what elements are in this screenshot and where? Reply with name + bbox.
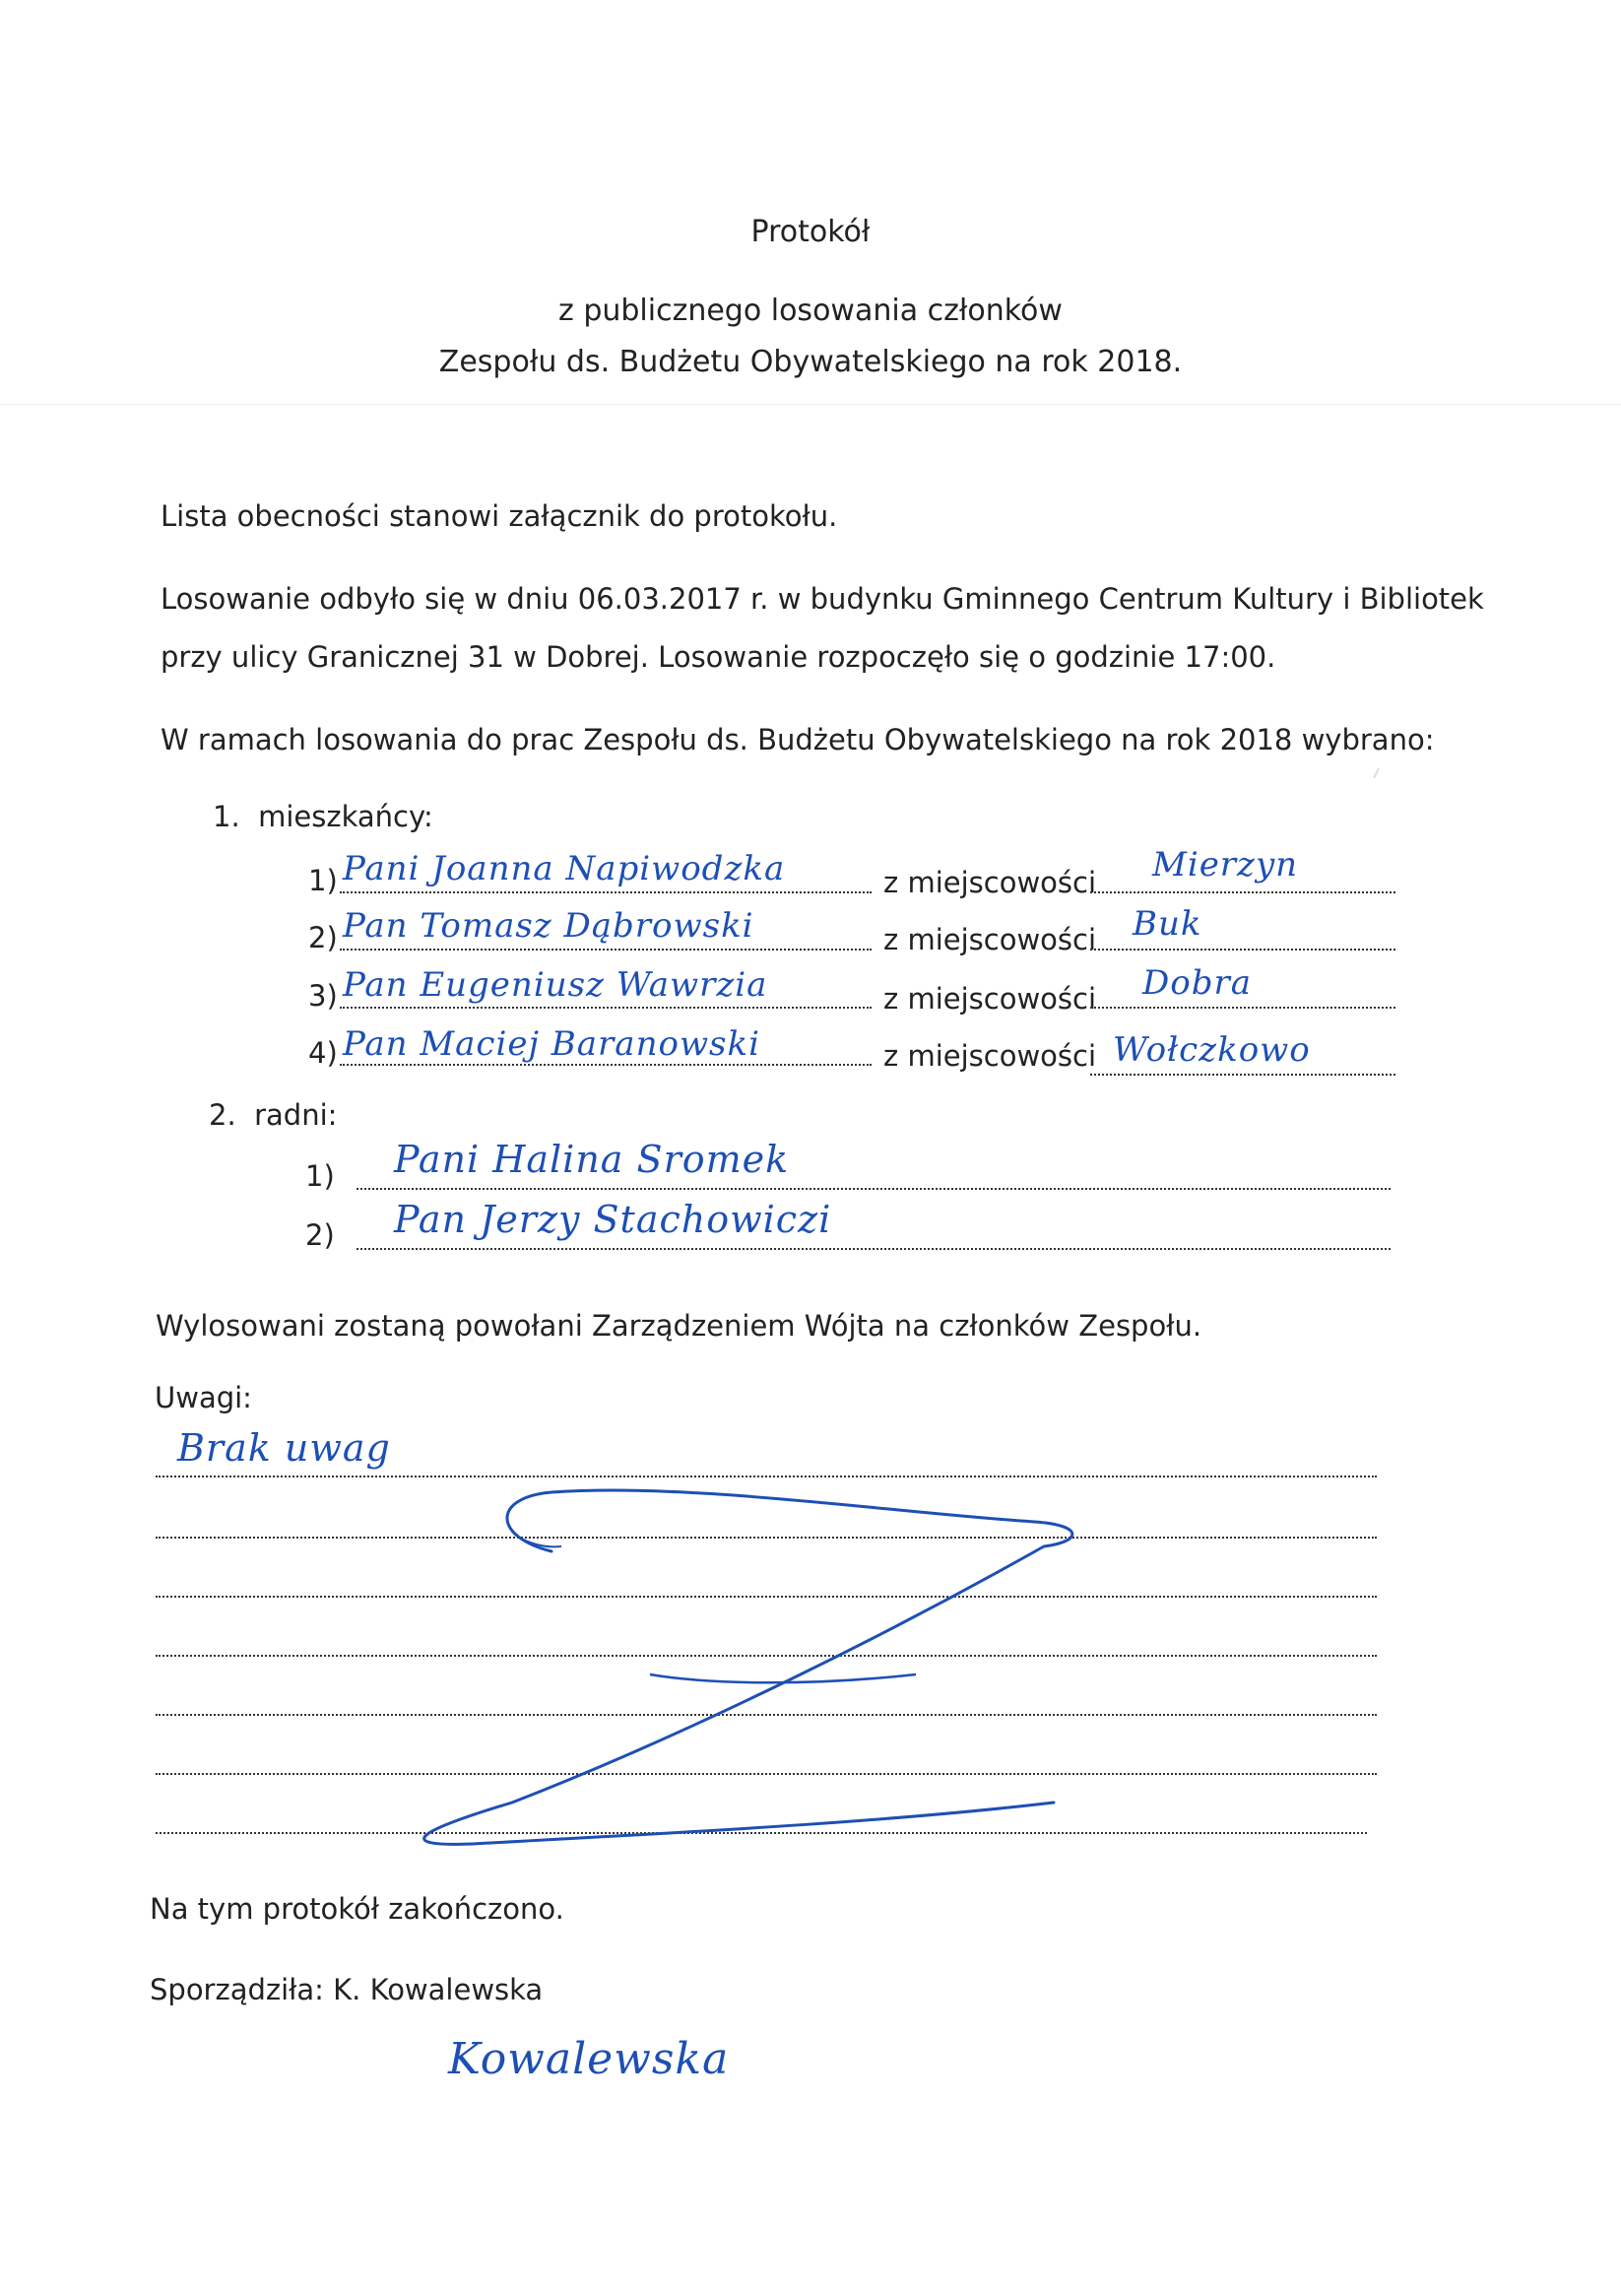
draw-info-line-1: Losowanie odbyło się w dniu 06.03.2017 r. w budynku Gminnego Centrum Kultury i Bibliotek [161, 582, 1484, 616]
resident-name-handwritten: Pan Eugeniusz Wawrzia [343, 965, 768, 1005]
resident-name-handwritten: Pani Joanna Napiwodzka [343, 849, 786, 888]
town-label: z miejscowości [883, 866, 1097, 899]
document-subtitle-1: z publicznego losowania członków [558, 294, 1063, 328]
town-label: z miejscowości [883, 923, 1097, 956]
councillor-number: 1) [305, 1159, 335, 1193]
resident-number: 1) [308, 864, 338, 897]
remarks-handwritten: Brak uwag [177, 1426, 391, 1470]
resident-name-handwritten: Pan Maciej Baranowski [343, 1024, 760, 1064]
appointment-note: Wylosowani zostaną powołani Zarządzeniem Wójta na członków Zespołu. [156, 1309, 1202, 1343]
town-label: z miejscowości [883, 1039, 1097, 1073]
resident-town-handwritten: Mierzyn [1152, 845, 1299, 885]
closing-statement: Na tym protokół zakończono. [150, 1892, 564, 1926]
councillors-heading: 2. radni: [209, 1098, 338, 1132]
residents-heading: 1. mieszkańcy: [213, 800, 433, 833]
resident-town-handwritten: Wołczkowo [1113, 1030, 1311, 1070]
remarks-label: Uwagi: [155, 1381, 252, 1414]
councillor-number: 2) [305, 1218, 335, 1252]
resident-town-handwritten: Dobra [1142, 963, 1253, 1003]
selection-intro: W ramach losowania do prac Zespołu ds. Budżetu Obywatelskiego na rok 2018 wybrano: [161, 723, 1435, 756]
document-title: Protokół [750, 215, 871, 249]
signature: Kowalewska [448, 2034, 730, 2084]
resident-number: 3) [308, 979, 338, 1013]
resident-town-handwritten: Buk [1133, 904, 1202, 944]
resident-name-handwritten: Pan Tomasz Dąbrowski [343, 906, 754, 946]
town-label: z miejscowości [883, 982, 1097, 1016]
resident-number: 2) [308, 921, 338, 954]
councillor-name-handwritten: Pani Halina Sromek [394, 1138, 790, 1181]
resident-number: 4) [308, 1036, 338, 1070]
councillor-name-handwritten: Pan Jerzy Stachowiczi [394, 1198, 832, 1241]
draw-info-line-2: przy ulicy Granicznej 31 w Dobrej. Losowanie rozpoczęło się o godzinie 17:00. [161, 640, 1276, 674]
document-subtitle-2: Zespołu ds. Budżetu Obywatelskiego na rok 2018. [438, 345, 1183, 379]
prepared-by: Sporządziła: K. Kowalewska [150, 1973, 544, 2006]
attendance-paragraph: Lista obecności stanowi załącznik do protokołu. [161, 499, 838, 533]
